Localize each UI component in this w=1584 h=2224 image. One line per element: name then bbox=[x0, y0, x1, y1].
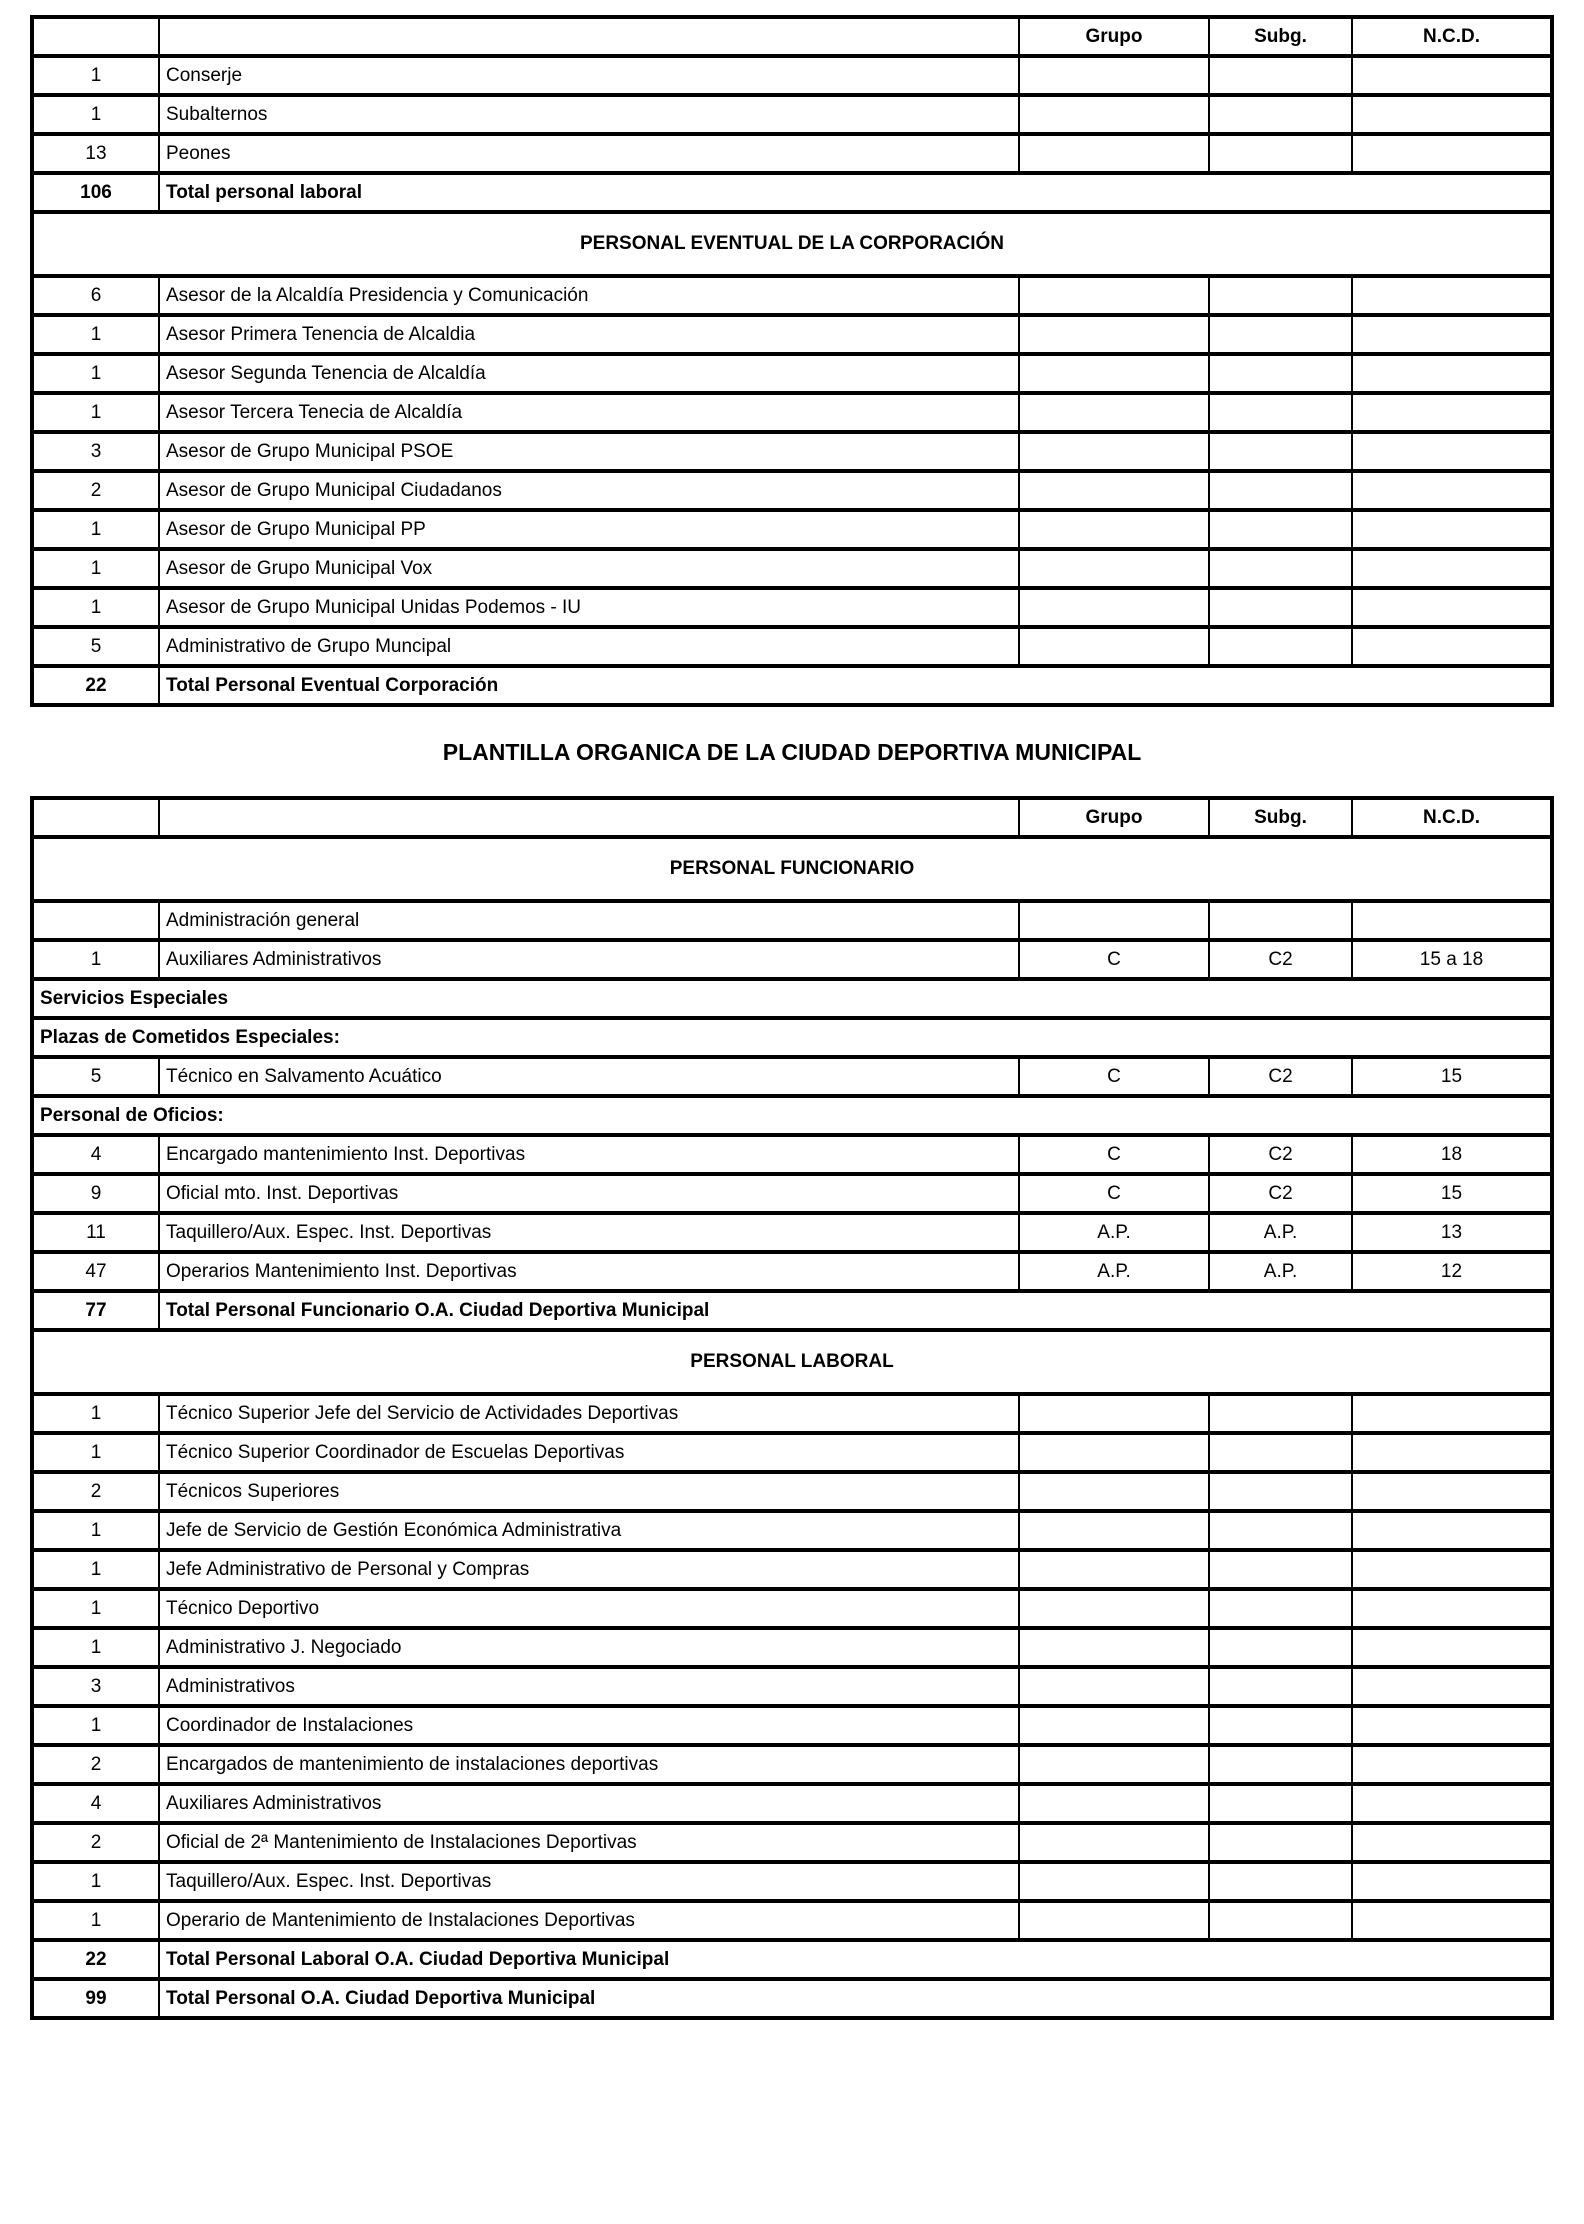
grupo-cell bbox=[1019, 588, 1209, 627]
ncd-cell bbox=[1352, 1784, 1552, 1823]
subg-cell bbox=[1209, 276, 1352, 315]
subsection-label-cell: Plazas de Cometidos Especiales: bbox=[32, 1018, 1552, 1057]
total-count-cell: 77 bbox=[32, 1291, 159, 1330]
grupo-cell bbox=[1019, 1667, 1209, 1706]
table-row bbox=[32, 1096, 1552, 1135]
column-header-ncd: N.C.D. bbox=[1352, 17, 1552, 56]
subg-cell bbox=[1209, 588, 1352, 627]
table-row bbox=[32, 1135, 1552, 1174]
subg-cell bbox=[1209, 134, 1352, 173]
table-row bbox=[32, 354, 1552, 393]
grupo-cell bbox=[1019, 1784, 1209, 1823]
ncd-cell bbox=[1352, 1628, 1552, 1667]
subg-cell bbox=[1209, 1433, 1352, 1472]
subg-cell bbox=[1209, 354, 1352, 393]
grupo-cell bbox=[1019, 1706, 1209, 1745]
count-cell: 2 bbox=[32, 1472, 159, 1511]
subg-cell bbox=[1209, 1589, 1352, 1628]
table-row bbox=[32, 276, 1552, 315]
column-header-count bbox=[32, 798, 159, 837]
count-cell: 1 bbox=[32, 1862, 159, 1901]
count-cell: 6 bbox=[32, 276, 159, 315]
desc-cell: Administración general bbox=[159, 901, 1019, 940]
grupo-cell bbox=[1019, 1745, 1209, 1784]
table-row bbox=[32, 1589, 1552, 1628]
table-row bbox=[32, 95, 1552, 134]
grupo-cell bbox=[1019, 1823, 1209, 1862]
subg-cell bbox=[1209, 432, 1352, 471]
ncd-cell: 12 bbox=[1352, 1252, 1552, 1291]
desc-cell: Técnico Superior Coordinador de Escuelas Deportivas bbox=[159, 1433, 1019, 1472]
table-row bbox=[32, 1330, 1552, 1394]
total-count-cell: 22 bbox=[32, 666, 159, 705]
grupo-cell bbox=[1019, 1901, 1209, 1940]
subg-cell bbox=[1209, 1745, 1352, 1784]
table-row bbox=[32, 1979, 1552, 2018]
table-row bbox=[32, 315, 1552, 354]
grupo-cell bbox=[1019, 1550, 1209, 1589]
subg-cell bbox=[1209, 1706, 1352, 1745]
subg-cell bbox=[1209, 1472, 1352, 1511]
count-cell: 4 bbox=[32, 1784, 159, 1823]
count-cell: 1 bbox=[32, 56, 159, 95]
subg-cell bbox=[1209, 1823, 1352, 1862]
table-row bbox=[32, 549, 1552, 588]
count-cell: 1 bbox=[32, 1433, 159, 1472]
grupo-cell bbox=[1019, 471, 1209, 510]
count-cell: 4 bbox=[32, 1135, 159, 1174]
grupo-cell bbox=[1019, 95, 1209, 134]
ncd-cell bbox=[1352, 1901, 1552, 1940]
total-label-cell: Total personal laboral bbox=[159, 173, 1552, 212]
desc-cell: Auxiliares Administrativos bbox=[159, 1784, 1019, 1823]
ncd-cell: 15 a 18 bbox=[1352, 940, 1552, 979]
subg-cell bbox=[1209, 627, 1352, 666]
count-cell: 13 bbox=[32, 134, 159, 173]
grupo-cell bbox=[1019, 276, 1209, 315]
desc-cell: Asesor de Grupo Municipal Ciudadanos bbox=[159, 471, 1019, 510]
desc-cell: Técnico en Salvamento Acuático bbox=[159, 1057, 1019, 1096]
count-cell: 1 bbox=[32, 1706, 159, 1745]
desc-cell: Coordinador de Instalaciones bbox=[159, 1706, 1019, 1745]
ncd-cell bbox=[1352, 276, 1552, 315]
grupo-cell bbox=[1019, 432, 1209, 471]
total-count-cell: 106 bbox=[32, 173, 159, 212]
desc-cell: Encargado mantenimiento Inst. Deportivas bbox=[159, 1135, 1019, 1174]
count-cell: 3 bbox=[32, 1667, 159, 1706]
desc-cell: Asesor de la Alcaldía Presidencia y Comunicación bbox=[159, 276, 1019, 315]
count-cell: 2 bbox=[32, 1745, 159, 1784]
column-header-ncd: N.C.D. bbox=[1352, 798, 1552, 837]
table-plantilla-corporacion bbox=[30, 15, 1554, 707]
grupo-cell: C bbox=[1019, 940, 1209, 979]
ncd-cell bbox=[1352, 471, 1552, 510]
desc-cell: Auxiliares Administrativos bbox=[159, 940, 1019, 979]
subg-cell bbox=[1209, 1784, 1352, 1823]
ncd-cell bbox=[1352, 627, 1552, 666]
desc-cell: Asesor Tercera Tenecia de Alcaldía bbox=[159, 393, 1019, 432]
ncd-cell bbox=[1352, 432, 1552, 471]
grupo-cell bbox=[1019, 549, 1209, 588]
total-count-cell: 22 bbox=[32, 1940, 159, 1979]
count-cell: 1 bbox=[32, 315, 159, 354]
count-cell: 1 bbox=[32, 588, 159, 627]
desc-cell: Operario de Mantenimiento de Instalaciones Deportivas bbox=[159, 1901, 1019, 1940]
subg-cell: C2 bbox=[1209, 1174, 1352, 1213]
desc-cell: Asesor de Grupo Municipal PSOE bbox=[159, 432, 1019, 471]
table-row bbox=[32, 1940, 1552, 1979]
desc-cell: Asesor Primera Tenencia de Alcaldia bbox=[159, 315, 1019, 354]
desc-cell: Oficial mto. Inst. Deportivas bbox=[159, 1174, 1019, 1213]
ncd-cell bbox=[1352, 588, 1552, 627]
grupo-cell: C bbox=[1019, 1135, 1209, 1174]
subsection-label-cell: Servicios Especiales bbox=[32, 979, 1552, 1018]
ncd-cell bbox=[1352, 1472, 1552, 1511]
desc-cell: Jefe de Servicio de Gestión Económica Administrativa bbox=[159, 1511, 1019, 1550]
total-count-cell: 99 bbox=[32, 1979, 159, 2018]
ncd-cell bbox=[1352, 510, 1552, 549]
grupo-cell bbox=[1019, 1862, 1209, 1901]
desc-cell: Asesor de Grupo Municipal Vox bbox=[159, 549, 1019, 588]
ncd-cell bbox=[1352, 901, 1552, 940]
count-cell: 1 bbox=[32, 1901, 159, 1940]
count-cell: 1 bbox=[32, 1394, 159, 1433]
desc-cell: Conserje bbox=[159, 56, 1019, 95]
header-row bbox=[32, 798, 1552, 837]
table-row bbox=[32, 588, 1552, 627]
grupo-cell bbox=[1019, 1472, 1209, 1511]
table-row bbox=[32, 1511, 1552, 1550]
table-row bbox=[32, 134, 1552, 173]
ncd-cell bbox=[1352, 95, 1552, 134]
table-row bbox=[32, 393, 1552, 432]
ncd-cell bbox=[1352, 134, 1552, 173]
table-row bbox=[32, 940, 1552, 979]
table-row bbox=[32, 173, 1552, 212]
subg-cell bbox=[1209, 901, 1352, 940]
grupo-cell: A.P. bbox=[1019, 1213, 1209, 1252]
grupo-cell bbox=[1019, 1394, 1209, 1433]
desc-cell: Jefe Administrativo de Personal y Compras bbox=[159, 1550, 1019, 1589]
count-cell: 3 bbox=[32, 432, 159, 471]
total-label-cell: Total Personal Funcionario O.A. Ciudad Deportiva Municipal bbox=[159, 1291, 1552, 1330]
table-row bbox=[32, 1394, 1552, 1433]
section-header-cell: PERSONAL FUNCIONARIO bbox=[32, 837, 1552, 901]
column-header-grupo: Grupo bbox=[1019, 17, 1209, 56]
count-cell: 1 bbox=[32, 393, 159, 432]
table-row bbox=[32, 1745, 1552, 1784]
column-header-desc bbox=[159, 798, 1019, 837]
grupo-cell bbox=[1019, 627, 1209, 666]
desc-cell: Oficial de 2ª Mantenimiento de Instalaciones Deportivas bbox=[159, 1823, 1019, 1862]
subg-cell bbox=[1209, 1901, 1352, 1940]
count-cell: 1 bbox=[32, 1511, 159, 1550]
ncd-cell bbox=[1352, 1667, 1552, 1706]
subg-cell: A.P. bbox=[1209, 1252, 1352, 1291]
ncd-cell bbox=[1352, 393, 1552, 432]
total-label-cell: Total Personal Eventual Corporación bbox=[159, 666, 1552, 705]
ncd-cell: 13 bbox=[1352, 1213, 1552, 1252]
grupo-cell bbox=[1019, 393, 1209, 432]
subg-cell bbox=[1209, 393, 1352, 432]
count-cell bbox=[32, 901, 159, 940]
ncd-cell bbox=[1352, 1823, 1552, 1862]
ncd-cell bbox=[1352, 1550, 1552, 1589]
table-row bbox=[32, 1550, 1552, 1589]
table-row bbox=[32, 1057, 1552, 1096]
grupo-cell: C bbox=[1019, 1174, 1209, 1213]
table-row bbox=[32, 1472, 1552, 1511]
count-cell: 11 bbox=[32, 1213, 159, 1252]
table-row bbox=[32, 471, 1552, 510]
count-cell: 2 bbox=[32, 1823, 159, 1862]
grupo-cell bbox=[1019, 1628, 1209, 1667]
ncd-cell bbox=[1352, 1433, 1552, 1472]
column-header-desc bbox=[159, 17, 1019, 56]
table-row bbox=[32, 627, 1552, 666]
desc-cell: Técnico Superior Jefe del Servicio de Actividades Deportivas bbox=[159, 1394, 1019, 1433]
subg-cell bbox=[1209, 1550, 1352, 1589]
subg-cell: C2 bbox=[1209, 1135, 1352, 1174]
grupo-cell: A.P. bbox=[1019, 1252, 1209, 1291]
table-row bbox=[32, 979, 1552, 1018]
desc-cell: Asesor Segunda Tenencia de Alcaldía bbox=[159, 354, 1019, 393]
table-row bbox=[32, 1823, 1552, 1862]
count-cell: 1 bbox=[32, 354, 159, 393]
desc-cell: Taquillero/Aux. Espec. Inst. Deportivas bbox=[159, 1862, 1019, 1901]
desc-cell: Administrativo de Grupo Muncipal bbox=[159, 627, 1019, 666]
ncd-cell bbox=[1352, 549, 1552, 588]
desc-cell: Asesor de Grupo Municipal PP bbox=[159, 510, 1019, 549]
subg-cell: C2 bbox=[1209, 1057, 1352, 1096]
desc-cell: Administrativo J. Negociado bbox=[159, 1628, 1019, 1667]
ncd-cell bbox=[1352, 354, 1552, 393]
section-header-cell: PERSONAL LABORAL bbox=[32, 1330, 1552, 1394]
table-row bbox=[32, 1252, 1552, 1291]
grupo-cell bbox=[1019, 1589, 1209, 1628]
grupo-cell bbox=[1019, 354, 1209, 393]
ncd-cell: 15 bbox=[1352, 1174, 1552, 1213]
count-cell: 1 bbox=[32, 1550, 159, 1589]
grupo-cell bbox=[1019, 315, 1209, 354]
table-plantilla-ciudad-deportiva bbox=[30, 796, 1554, 2020]
table-row bbox=[32, 1706, 1552, 1745]
table-row bbox=[32, 1784, 1552, 1823]
table-row bbox=[32, 56, 1552, 95]
subg-cell bbox=[1209, 1862, 1352, 1901]
subg-cell bbox=[1209, 1628, 1352, 1667]
desc-cell: Administrativos bbox=[159, 1667, 1019, 1706]
count-cell: 1 bbox=[32, 1628, 159, 1667]
table-row bbox=[32, 1901, 1552, 1940]
subg-cell bbox=[1209, 56, 1352, 95]
subg-cell bbox=[1209, 1667, 1352, 1706]
ncd-cell: 18 bbox=[1352, 1135, 1552, 1174]
subg-cell bbox=[1209, 1394, 1352, 1433]
ncd-cell bbox=[1352, 1706, 1552, 1745]
table-row bbox=[32, 901, 1552, 940]
subg-cell bbox=[1209, 1511, 1352, 1550]
grupo-cell bbox=[1019, 134, 1209, 173]
ncd-cell bbox=[1352, 1745, 1552, 1784]
ncd-cell: 15 bbox=[1352, 1057, 1552, 1096]
column-header-subg: Subg. bbox=[1209, 17, 1352, 56]
count-cell: 1 bbox=[32, 510, 159, 549]
table-row bbox=[32, 1291, 1552, 1330]
ncd-cell bbox=[1352, 56, 1552, 95]
page-title: PLANTILLA ORGANICA DE LA CIUDAD DEPORTIVA MUNICIPAL bbox=[442, 739, 1142, 765]
total-label-cell: Total Personal O.A. Ciudad Deportiva Municipal bbox=[159, 1979, 1552, 2018]
count-cell: 1 bbox=[32, 95, 159, 134]
ncd-cell bbox=[1352, 1511, 1552, 1550]
grupo-cell bbox=[1019, 901, 1209, 940]
table-row bbox=[32, 212, 1552, 276]
table-row bbox=[32, 1628, 1552, 1667]
subg-cell bbox=[1209, 315, 1352, 354]
header-row bbox=[32, 17, 1552, 56]
table-row bbox=[32, 1018, 1552, 1057]
desc-cell: Técnico Deportivo bbox=[159, 1589, 1019, 1628]
table-row bbox=[32, 666, 1552, 705]
subg-cell: A.P. bbox=[1209, 1213, 1352, 1252]
count-cell: 1 bbox=[32, 1589, 159, 1628]
desc-cell: Subalternos bbox=[159, 95, 1019, 134]
count-cell: 5 bbox=[32, 627, 159, 666]
count-cell: 1 bbox=[32, 549, 159, 588]
ncd-cell bbox=[1352, 1862, 1552, 1901]
count-cell: 1 bbox=[32, 940, 159, 979]
count-cell: 9 bbox=[32, 1174, 159, 1213]
subg-cell bbox=[1209, 549, 1352, 588]
grupo-cell bbox=[1019, 1433, 1209, 1472]
column-header-count bbox=[32, 17, 159, 56]
subg-cell bbox=[1209, 95, 1352, 134]
desc-cell: Encargados de mantenimiento de instalaciones deportivas bbox=[159, 1745, 1019, 1784]
grupo-cell bbox=[1019, 56, 1209, 95]
table-row bbox=[32, 1213, 1552, 1252]
desc-cell: Operarios Mantenimiento Inst. Deportivas bbox=[159, 1252, 1019, 1291]
desc-cell: Asesor de Grupo Municipal Unidas Podemos - IU bbox=[159, 588, 1019, 627]
subg-cell bbox=[1209, 471, 1352, 510]
table-row bbox=[32, 432, 1552, 471]
count-cell: 5 bbox=[32, 1057, 159, 1096]
table-row bbox=[32, 1174, 1552, 1213]
grupo-cell bbox=[1019, 510, 1209, 549]
ncd-cell bbox=[1352, 315, 1552, 354]
section-header-cell: PERSONAL EVENTUAL DE LA CORPORACIÓN bbox=[32, 212, 1552, 276]
table-row bbox=[32, 1862, 1552, 1901]
subg-cell bbox=[1209, 510, 1352, 549]
subg-cell: C2 bbox=[1209, 940, 1352, 979]
count-cell: 2 bbox=[32, 471, 159, 510]
subsection-label-cell: Personal de Oficios: bbox=[32, 1096, 1552, 1135]
ncd-cell bbox=[1352, 1589, 1552, 1628]
desc-cell: Taquillero/Aux. Espec. Inst. Deportivas bbox=[159, 1213, 1019, 1252]
table-row bbox=[32, 1667, 1552, 1706]
desc-cell: Peones bbox=[159, 134, 1019, 173]
column-header-subg: Subg. bbox=[1209, 798, 1352, 837]
count-cell: 47 bbox=[32, 1252, 159, 1291]
grupo-cell: C bbox=[1019, 1057, 1209, 1096]
ncd-cell bbox=[1352, 1394, 1552, 1433]
total-label-cell: Total Personal Laboral O.A. Ciudad Deportiva Municipal bbox=[159, 1940, 1552, 1979]
table-row bbox=[32, 837, 1552, 901]
column-header-grupo: Grupo bbox=[1019, 798, 1209, 837]
table-row bbox=[32, 510, 1552, 549]
table-row bbox=[32, 1433, 1552, 1472]
grupo-cell bbox=[1019, 1511, 1209, 1550]
desc-cell: Técnicos Superiores bbox=[159, 1472, 1019, 1511]
